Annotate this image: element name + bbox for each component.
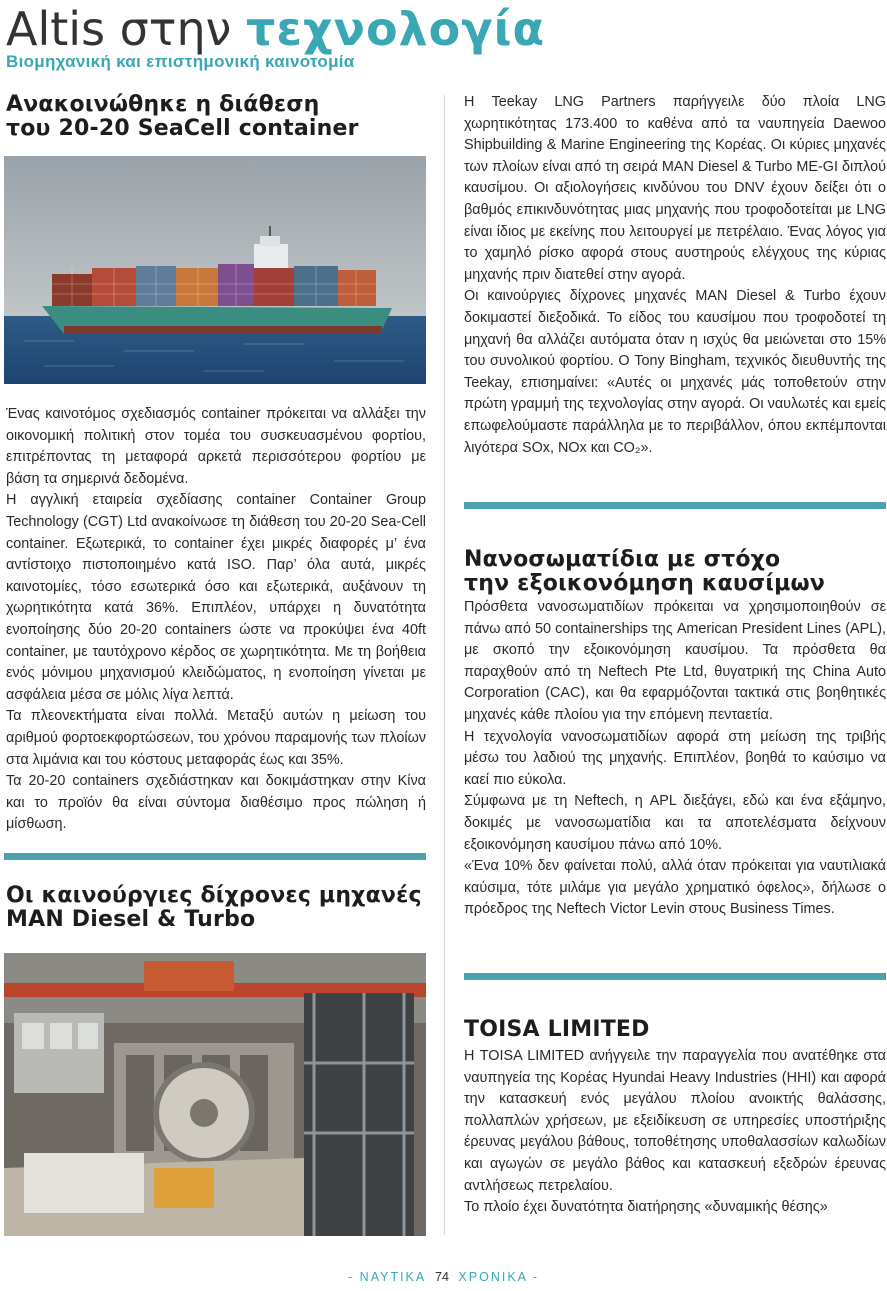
engine-hall-photo	[4, 953, 426, 1236]
man-headline-line1: Οι καινούργιες δίχρονες μηχανές	[6, 883, 422, 908]
column-rule	[444, 95, 445, 1235]
seacell-headline-line1: Ανακοινώθηκε η διάθεση	[6, 92, 320, 117]
seacell-headline-line2: του 20-20 SeaCell container	[6, 116, 359, 141]
nano-headline-line1: Νανοσωματίδια με στόχο	[464, 547, 781, 572]
nano-headline-line2: την εξοικονόμηση καυσίμων	[464, 571, 826, 596]
man-headline	[6, 884, 422, 932]
man-headline-line2: MAN Diesel & Turbo	[6, 907, 256, 932]
nano-paragraph: Πρόσθετα νανοσωματιδίων πρόκειται να χρησιμοποιηθούν σε πάνω από 50 containerships της American President Lines (APL), με σκοπό την εξοικονόμηση καυσίμου. Τα πρόσθετα θα παραχθούν από τη Neftech Pte Ltd, θυγατρική της China Auto Corporation (CAC), και θα εφαρμόζονται τακτικά στις βοηθητικές μηχανές κάθε πλοίου για την επόμενη πενταετία.	[464, 599, 886, 723]
nano-paragraph: «Ένα 10% δεν φαίνεται πολύ, αλλά όταν πρόκειται για ναυτιλιακά καύσιμα, τότε μιλάμε για μεγάλο χρηματικό όφελος», δήλωσε ο πρόεδρος της Neftech Victor Levin στους Business Times.	[464, 858, 886, 918]
seacell-paragraph: Ένας καινοτόμος σχεδιασμός container πρόκειται να αλλάξει την οικονομική πολιτική στον τομέα του συσκευασμένου φορτίου, επιτρέποντας τη μεταφορά αρκετά περισσότερου φορτίου με βάση τα σημερινά δεδομένα.	[6, 406, 426, 487]
man-body	[464, 92, 886, 459]
nano-paragraph: Η τεχνολογία νανοσωματιδίων αφορά στη μείωση της τριβής μέσω του λαδιού της μηχανής. Επιπλέον, βοηθά το καύσιμο να καεί πιο εύκολα.	[464, 728, 886, 788]
seacell-paragraph: Η αγγλική εταιρεία σχεδίασης container Container Group Technology (CGT) Ltd ανακοίνωσε τη διάθεση του 20-20 Sea-Cell container. Εξωτερικά, το container έχει μικρές διαφορές μ’ ένα αντίστοιχο πιστοποιημένο κατά ISO. Παρ’ όλα αυτά, μικρές καινοτομίες, τόσο εσωτερικά όσο και εξωτερικά, αυξάνουν τη χωρητικότητα κατά 36%. Επιπλέον, υπάρχει η δυνατότητα ενοποίησης δύο 20-20 containers ώστε να προκύψει ένα 40ft container, με ταυτόχρονο κέρδος σε χωρητικότητα. Με τη βοήθεια ενός μόνιμου μηχανισμού κλειδώματος, η ενοποίηση γίνεται με ασφάλεια μέσα σε μόλις λίγα λεπτά.	[6, 492, 426, 703]
container-ship-image	[4, 156, 426, 384]
man-paragraph: Οι καινούργιες δίχρονες μηχανές MAN Diesel & Turbo έχουν δοκιμαστεί διεξοδικά. Το είδος του καυσίμου που τροφοδοτεί τη μηχανή θα αλλάζει αυτόματα όταν η ισχύς θα μειώνεται στο 15% του συνολικού φορτίου. Ο Tony Bingham, τεχνικός διευθυντής της Teekay, επισημαίνει: «Αυτές οι μηχανές μάς τοποθετούν στην πρώτη γραμμή της τεχνολογίας στην αγορά. Οι ναυλωτές και εμείς επωφελούμαστε παράλληλα με το περιβάλλον, όπου εκπέμπονται λιγότερα SOx, NOx και CO₂».	[464, 288, 886, 456]
section-divider	[464, 973, 886, 980]
seacell-paragraph: Τα 20-20 containers σχεδιάστηκαν και δοκιμάστηκαν στην Κίνα και το προϊόν θα είναι σύντομα διαθέσιμο προς πώληση ή μίσθωση.	[6, 773, 426, 833]
toisa-paragraph: Η TOISA LIMITED ανήγγειλε την παραγγελία που ανατέθηκε στα ναυπηγεία της Κορέας Hyundai Heavy Industries (HHI) και αφορά την κατασκευή ενός μεγάλου πλοίου ανοικτής θαλάσσης, πολλαπλών χρήσεων, με εξειδίκευση σε υπηρεσίες υποστήριξης έρευνας μεγάλου βάθους, τοποθέτησης υποθαλασσίων καλωδίων και αγωγών σε μεγάλο βάθος και κατασκευή εξεδρών έρευνας αντλήσεως πετρελαίου.	[464, 1048, 886, 1194]
masthead-title	[6, 0, 545, 58]
nano-body	[464, 597, 886, 921]
masthead-title-accent: τεχνολογία	[245, 2, 546, 56]
engine-hall-image	[4, 953, 426, 1236]
footer-left: - ΝΑΥΤΙΚΑ	[348, 1270, 426, 1284]
nano-headline	[464, 548, 825, 596]
nano-paragraph: Σύμφωνα με τη Neftech, η APL διεξάγει, εδώ και ένα εξάμηνο, δοκιμές με νανοσωματίδια και τα αποτελέσματα δείχνουν εξοικονόμηση καυσίμου πάνω από 10%.	[464, 793, 886, 853]
page-footer	[0, 1270, 887, 1284]
masthead-subtitle: Βιομηχανική και επιστημονική καινοτομία	[6, 52, 355, 71]
section-divider	[4, 853, 426, 860]
container-ship-photo	[4, 156, 426, 384]
man-paragraph: Η Teekay LNG Partners παρήγγειλε δύο πλοία LNG χωρητικότητας 173.400 το καθένα από τα ναυπηγεία Daewoo Shipbuilding & Marine Engineering της Κορέας. Οι κύριες μηχανές των πλοίων είναι από τη σειρά MAN Diesel & Turbo ME-GI διπλού καυσίμου. Οι αξιολογήσεις κινδύνου του DNV έχουν δείξει ότι ο βαθμός επικινδυνότητας μιας μηχανής που τροφοδοτείται με LNG είναι ίδιος με εκείνης που λειτουργεί με πετρέλαιο. Ένας λόγος για το χαμηλό ρίσκο αφορά στους αυστηρούς ελέγχους της κύριας μηχανής πριν διατεθεί στην αγορά.	[464, 94, 886, 283]
footer-right: ΧΡΟΝΙΚΑ -	[458, 1270, 539, 1284]
toisa-headline: TOISA LIMITED	[464, 1017, 650, 1042]
section-divider	[464, 502, 886, 509]
toisa-body	[464, 1046, 886, 1219]
seacell-paragraph: Τα πλεονεκτήματα είναι πολλά. Μεταξύ αυτών η μείωση του αριθμού φορτοεκφορτώσεων, του χρόνου παραμονής των πλοίων στα λιμάνια και του κόστους μεταφοράς έως και 35%.	[6, 708, 426, 768]
seacell-body	[6, 404, 426, 836]
seacell-headline	[6, 93, 359, 141]
toisa-paragraph: Το πλοίο έχει δυνατότητα διατήρησης «δυναμικής θέσης»	[464, 1199, 828, 1216]
page-number: 74	[435, 1270, 449, 1284]
masthead-title-plain: Altis στην	[6, 2, 246, 56]
